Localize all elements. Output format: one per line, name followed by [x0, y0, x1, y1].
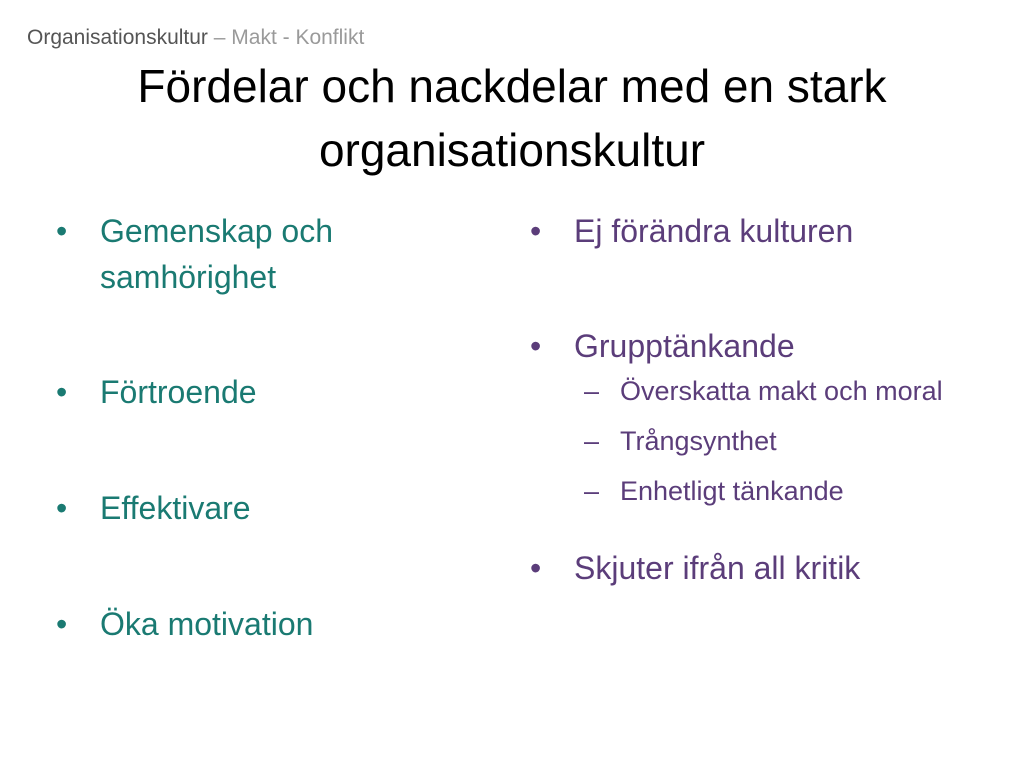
- breadcrumb-other-topics: – Makt - Konflikt: [207, 26, 365, 49]
- bullet-icon: [56, 369, 100, 415]
- advantage-item-label: Förtroende: [100, 374, 257, 410]
- advantage-item: [56, 369, 456, 415]
- advantage-item-label: Öka motivation: [100, 606, 314, 642]
- disadvantage-subitem: [574, 471, 970, 511]
- dash-icon: [584, 471, 599, 511]
- advantage-item: [56, 208, 456, 300]
- disadvantage-sublist: [574, 371, 970, 511]
- breadcrumb-current-topic: Organisationskultur: [27, 26, 208, 49]
- advantage-item: [56, 485, 456, 531]
- disadvantage-item: [530, 208, 970, 254]
- advantages-list: [56, 208, 456, 647]
- advantage-item: [56, 601, 456, 647]
- slide-title: Fördelar och nackdelar med en stark organisationskultur: [137, 60, 887, 176]
- dash-icon: [584, 421, 599, 461]
- breadcrumb: [27, 24, 364, 52]
- bullet-icon: [56, 601, 100, 647]
- advantage-item-label: Effektivare: [100, 490, 251, 526]
- advantage-item-label: Gemenskap och samhörighet: [100, 213, 334, 295]
- bullet-icon: [530, 545, 574, 591]
- disadvantage-item: [530, 323, 970, 511]
- dash-icon: [584, 371, 599, 411]
- bullet-icon: [530, 323, 574, 369]
- disadvantage-subitem-label: Trångsynthet: [620, 426, 777, 456]
- bullet-icon: [56, 485, 100, 531]
- disadvantage-subitem: [574, 371, 970, 411]
- disadvantage-subitem: [574, 421, 970, 461]
- disadvantage-item-label: Skjuter ifrån all kritik: [574, 550, 861, 586]
- disadvantage-item: [530, 545, 970, 591]
- disadvantage-item-label: Grupptänkande: [574, 328, 795, 364]
- disadvantage-item-label: Ej förändra kulturen: [574, 213, 854, 249]
- bullet-icon: [56, 208, 100, 254]
- disadvantage-subitem-label: Enhetligt tänkande: [620, 476, 844, 506]
- disadvantage-subitem-label: Överskatta makt och moral: [620, 376, 943, 406]
- disadvantages-list: [530, 208, 970, 591]
- bullet-icon: [530, 208, 574, 254]
